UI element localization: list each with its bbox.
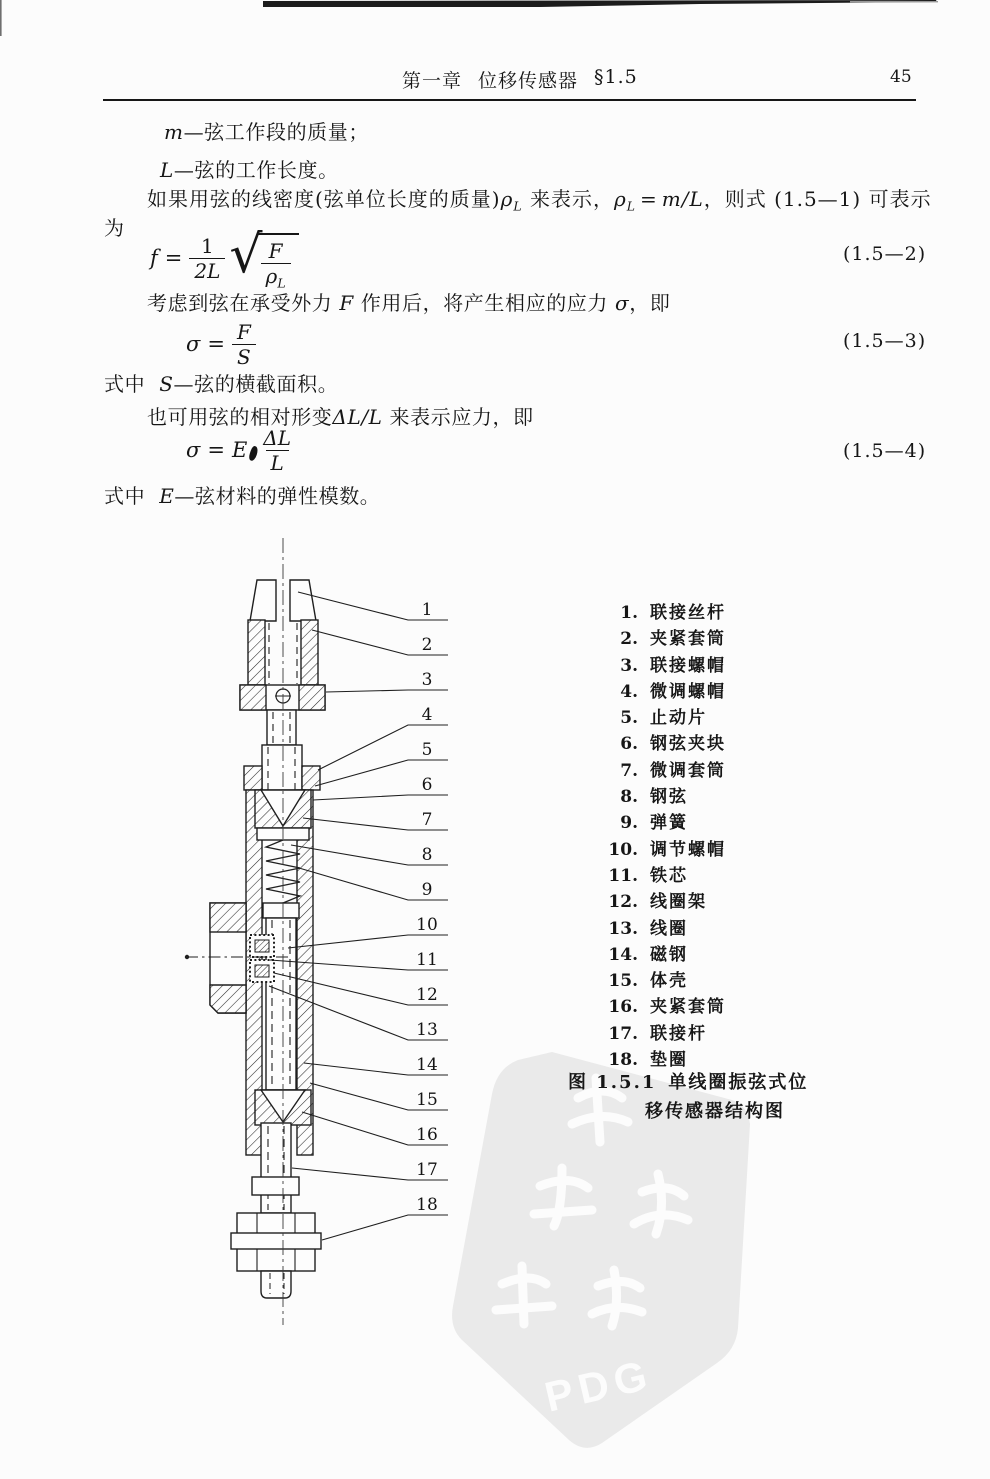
para2-text2: 作用后，将产生相应的应力: [353, 291, 615, 315]
legend-number: 5.: [620, 708, 638, 729]
definition-m-text: —弦工作段的质量；: [183, 120, 369, 144]
callout-7: 7: [421, 810, 433, 830]
legend-label: 钢弦夹块: [650, 734, 726, 755]
var-L: L: [160, 158, 174, 182]
figure-number: 图 1.5.1: [568, 1072, 657, 1093]
callout-2: 2: [421, 635, 433, 655]
part-micro-adjust-sleeve: [262, 745, 302, 792]
callout-11: 11: [416, 950, 438, 970]
legend-label: 弹簧: [650, 813, 688, 834]
legend-number: 3.: [620, 655, 638, 676]
note-E-text: —弦材料的弹性模数。: [174, 484, 381, 508]
legend-label: 调节螺帽: [650, 839, 726, 860]
var-rho: ρ: [500, 187, 514, 211]
legend-item: [602, 863, 852, 889]
callout-17: 17: [416, 1160, 438, 1180]
legend-label: 止动片: [650, 708, 707, 729]
top-edge-scan-line: [850, 1, 938, 2]
top-edge-scan-streak: [263, 0, 937, 7]
callout-3: 3: [421, 670, 433, 690]
eq3-lhs: σ: [186, 332, 201, 356]
legend-item: [602, 968, 852, 994]
para1-text4: ，则式 (1.5—1) 可表示: [703, 187, 932, 211]
legend-item: [602, 994, 852, 1020]
legend-item: [602, 653, 852, 679]
callout-5: 5: [421, 740, 433, 760]
legend-number: 6.: [620, 734, 638, 755]
legend-number: 7.: [620, 760, 638, 781]
eq2-lhs: f: [150, 246, 158, 270]
var-S: S: [159, 372, 174, 396]
note-S: [104, 368, 338, 397]
legend-label: 联接杆: [650, 1023, 707, 1044]
legend-number: 11.: [608, 865, 638, 886]
note-E-prefix: 式中: [104, 484, 146, 508]
sensor-cross-section-diagram: [170, 528, 470, 1340]
callout-14: 14: [416, 1055, 438, 1075]
legend-label: 联接丝杆: [650, 603, 726, 623]
legend-item: [602, 600, 852, 626]
legend-item: [602, 916, 852, 942]
part-coil-housing: [210, 903, 246, 1013]
legend-label: 联接螺帽: [650, 655, 726, 676]
eq4-equals: =: [207, 438, 225, 462]
definition-L-text: —弦的工作长度。: [173, 158, 339, 182]
legend-item: [602, 942, 852, 968]
callout-12: 12: [416, 985, 438, 1005]
eq2-radical: [229, 226, 298, 290]
callout-16: 16: [416, 1125, 438, 1145]
legend-label: 铁芯: [650, 865, 688, 886]
eq2-num: 1: [201, 233, 214, 258]
note-S-text: —弦的横截面积。: [173, 372, 339, 396]
eq3-den: S: [232, 344, 256, 368]
legend-item: [602, 731, 852, 757]
part-coil-upper: [250, 935, 274, 957]
var-rho2-sub: L: [626, 198, 636, 214]
scan-artifacts: [0, 0, 990, 40]
running-header: [402, 66, 638, 93]
callout-numbers: [416, 600, 438, 1215]
legend-label: 线圈: [650, 918, 688, 939]
figure-caption-line1: [568, 1068, 808, 1094]
paragraph-force: [147, 287, 670, 316]
var-m: m: [164, 120, 184, 144]
watermark-pdg-text: PDG: [540, 1350, 658, 1421]
legend-label: 夹紧套筒: [650, 629, 726, 650]
var-m-over-L: m/L: [661, 187, 704, 211]
legend-item: [602, 679, 852, 705]
legend-number: 14.: [608, 944, 638, 965]
callout-4: 4: [421, 705, 433, 725]
eq3-equals: =: [207, 332, 225, 356]
eq2-radicand: [257, 233, 299, 290]
legend-item: [602, 705, 852, 731]
legend-number: 1.: [620, 603, 638, 623]
eq2-rad-den: [261, 263, 291, 290]
figure-caption-text1: 单线圈振弦式位: [668, 1072, 809, 1093]
legend-label: 微调套筒: [650, 760, 726, 781]
page-number: 45: [890, 67, 912, 87]
legend-number: 13.: [608, 918, 638, 939]
eq3-num: F: [236, 319, 251, 344]
equation-tag-1-5-4: (1.5—4): [843, 440, 927, 462]
eq4-coef: E: [231, 438, 248, 462]
para1-text1: 如果用弦的线密度(弦单位长度的质量): [147, 187, 501, 211]
equation-tag-1-5-2: (1.5—2): [843, 243, 927, 265]
left-edge-scan-mark: [0, 0, 2, 36]
legend-label: 磁钢: [650, 944, 688, 965]
eq4-fraction: [258, 427, 296, 474]
legend-number: 15.: [608, 971, 638, 992]
callout-18: 18: [416, 1195, 438, 1215]
legend-label: 微调螺帽: [650, 681, 726, 702]
legend-item: [602, 810, 852, 836]
definition-L: [160, 154, 339, 183]
legend-number: 16.: [608, 997, 638, 1018]
chapter-title: 位移传感器: [478, 70, 579, 92]
legend-number: 9.: [620, 813, 638, 834]
var-E: E: [159, 484, 175, 508]
part-connecting-nut: [240, 685, 325, 710]
eq4-num: ΔL: [263, 425, 292, 450]
chapter-label: 第一章: [402, 70, 463, 92]
equation-tag-1-5-3: (1.5—3): [843, 330, 927, 352]
callout-13: 13: [416, 1020, 438, 1040]
para1-text2: 来表示，: [522, 187, 614, 211]
note-E: [104, 480, 380, 509]
para2-text3: ，即: [629, 291, 671, 315]
legend-item: [602, 1021, 852, 1047]
eq3-fraction: [232, 321, 256, 368]
legend-number: 10.: [608, 839, 638, 860]
legend-number: 4.: [620, 681, 638, 702]
legend-label: 垫圈: [650, 1050, 688, 1071]
var-rho2: ρ: [613, 187, 627, 211]
var-rho-rad: ρ: [265, 264, 278, 289]
note-S-prefix: 式中: [104, 372, 146, 396]
var-sigma: σ: [614, 291, 630, 315]
para3-text1: 也可用弦的相对形变: [147, 405, 333, 429]
legend-item: [602, 784, 852, 810]
part-neck: [267, 710, 296, 745]
callout-10: 10: [416, 915, 438, 935]
para3-text2: 来表示应力，即: [382, 405, 534, 429]
eq2-fraction: [189, 235, 225, 282]
legend-number: 12.: [608, 892, 638, 913]
figure-caption-line2: 移传感器结构图: [645, 1101, 785, 1122]
eq4-lhs: σ: [186, 438, 201, 462]
callout-15: 15: [416, 1090, 438, 1110]
legend-item: [602, 837, 852, 863]
legend-item: [602, 626, 852, 652]
var-rho-sub: L: [513, 198, 523, 214]
eq2-equals: =: [164, 246, 183, 270]
callout-6: 6: [421, 775, 433, 795]
definition-m: [164, 116, 369, 145]
radical-sign: √: [229, 225, 263, 286]
equation-1-5-4: [186, 423, 296, 477]
callout-8: 8: [421, 845, 433, 865]
paragraph-density-cont: 为: [104, 216, 125, 240]
legend-number: 2.: [620, 629, 638, 650]
part-stud: [261, 1271, 291, 1298]
section-number: §1.5: [594, 66, 638, 88]
legend-item: [602, 758, 852, 784]
callout-1: 1: [421, 600, 433, 620]
legend-number: 17.: [608, 1023, 638, 1044]
header-rule: [103, 99, 916, 101]
var-F: F: [339, 291, 354, 315]
paragraph-density: [147, 183, 932, 213]
part-washer: [231, 1233, 321, 1249]
eq4-den: L: [266, 450, 289, 474]
figure-legend: [602, 600, 852, 1073]
equation-1-5-3: [186, 317, 256, 371]
eq2-rad-num: F: [268, 239, 283, 264]
equation-1-5-2: [150, 225, 299, 291]
part-adjusting-nut: [263, 903, 299, 918]
legend-label: 钢弦: [650, 787, 688, 808]
var-dL-over-L: ΔL/L: [332, 405, 383, 429]
legend-item: [602, 889, 852, 915]
eq2-inner-fraction: [261, 240, 291, 290]
legend-number: 8.: [620, 787, 638, 808]
var-rho-rad-sub: L: [277, 275, 286, 291]
para2-text1: 考虑到弦在承受外力: [147, 291, 340, 315]
legend-label: 体壳: [650, 971, 688, 992]
eq2-den: 2L: [189, 258, 225, 282]
legend-number: 18.: [608, 1050, 638, 1071]
legend-label: 线圈架: [650, 892, 707, 913]
legend-label: 夹紧套筒: [650, 997, 726, 1018]
equals-sign: =: [639, 187, 658, 211]
callout-9: 9: [421, 880, 433, 900]
part-coil-lower: [250, 960, 274, 982]
